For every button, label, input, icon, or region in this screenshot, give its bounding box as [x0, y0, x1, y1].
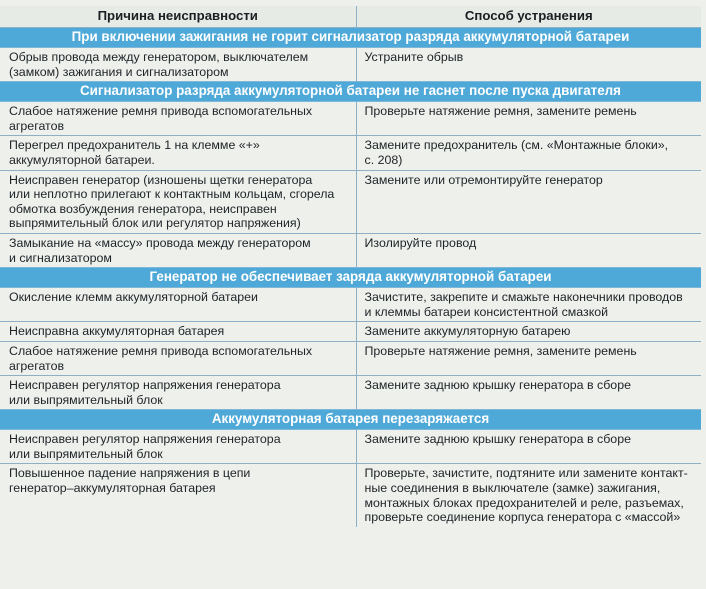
remedy-cell — [356, 376, 701, 410]
cause-cell — [0, 341, 356, 375]
remedy-cell — [356, 464, 701, 527]
remedy-cell — [356, 102, 701, 136]
cause-cell — [0, 464, 356, 527]
table-row — [0, 170, 701, 233]
cause-cell — [0, 170, 356, 233]
remedy-text-line: Замените заднюю крышку генератора в сборе — [364, 432, 631, 447]
remedy-text-line: Изолируйте провод — [364, 235, 477, 250]
cause-cell — [0, 48, 356, 82]
table-row — [0, 376, 701, 410]
remedy-text-line: Устраните обрыв — [364, 50, 464, 64]
cause-text-line: или выпрямительный блок — [9, 392, 163, 407]
remedy-cell — [356, 136, 701, 170]
remedy-text-line: ные соединения в выключателе (замке) зажигания, — [364, 481, 661, 496]
cause-text-line: Слабое натяжение ремня привода вспомогательных — [9, 343, 313, 358]
section-title: При включении зажигания не горит сигнализатор разряда аккумуляторной батареи — [0, 28, 701, 48]
cause-text-line: Обрыв провода между генератором, выключателем — [9, 50, 309, 64]
cause-cell — [0, 233, 356, 267]
table-row — [0, 464, 701, 527]
table-body — [0, 28, 701, 527]
remedy-cell — [356, 48, 701, 82]
remedy-cell — [356, 170, 701, 233]
cause-cell — [0, 430, 356, 464]
cause-text-line: или неплотно прилегают к контактным кольцам, сгорела — [9, 187, 335, 202]
remedy-cell — [356, 430, 701, 464]
section-title: Генератор не обеспечивает заряда аккумуляторной батареи — [0, 268, 701, 288]
cause-text-line: Неисправен генератор (изношены щетки генератора — [9, 172, 313, 187]
section-header-row — [0, 268, 701, 288]
cause-cell — [0, 288, 356, 322]
cause-cell — [0, 322, 356, 342]
cause-cell — [0, 102, 356, 136]
table-row — [0, 233, 701, 267]
table-row — [0, 341, 701, 375]
cause-text-line: или выпрямительный блок — [9, 446, 163, 461]
cause-cell — [0, 376, 356, 410]
remedy-text-line: Замените предохранитель (см. «Монтажные блоки», — [364, 138, 669, 153]
remedy-text-line: с. 208) — [364, 152, 403, 167]
table-row — [0, 48, 701, 82]
remedy-text-line: Зачистите, закрепите и смажьте наконечники проводов — [364, 290, 683, 305]
header-cause: Причина неисправности — [0, 6, 356, 28]
cause-text-line: выпрямительный блок или регулятор напряжения) — [9, 216, 301, 231]
remedy-cell — [356, 341, 701, 375]
remedy-text-line: Проверьте натяжение ремня, замените ремень — [364, 104, 637, 119]
cause-text-line: и сигнализатором — [9, 250, 112, 265]
cause-text-line: Слабое натяжение ремня привода вспомогательных — [9, 104, 313, 119]
cause-text-line: Повышенное падение напряжения в цепи — [9, 466, 251, 481]
section-header-row — [0, 82, 701, 102]
section-header-row — [0, 28, 701, 48]
remedy-text-line: Проверьте натяжение ремня, замените ремень — [364, 343, 637, 358]
cause-text-line: Окисление клемм аккумуляторной батареи — [9, 290, 258, 305]
remedy-cell — [356, 288, 701, 322]
table-row — [0, 288, 701, 322]
cause-text-line: Неисправен регулятор напряжения генератора — [9, 378, 281, 393]
remedy-text-line: Замените или отремонтируйте генератор — [364, 172, 603, 187]
remedy-text-line: и клеммы батареи консистентной смазкой — [364, 304, 609, 319]
cause-cell — [0, 136, 356, 170]
cause-text-line: (замком) зажигания и сигнализатором — [9, 64, 229, 79]
remedy-text-line: проверьте соединение корпуса генератора с «массой» — [364, 510, 681, 525]
remedy-cell — [356, 233, 701, 267]
cause-text-line: Перегрел предохранитель 1 на клемме «+» — [9, 138, 260, 153]
table-row — [0, 102, 701, 136]
table-row — [0, 322, 701, 342]
remedy-text-line: Замените заднюю крышку генератора в сборе — [364, 378, 631, 393]
table-row — [0, 430, 701, 464]
cause-text-line: агрегатов — [9, 358, 65, 373]
cause-text-line: аккумуляторной батареи. — [9, 152, 155, 167]
cause-text-line: обмотка возбуждения генератора, неисправен — [9, 201, 277, 216]
remedy-text-line: монтажных блоках предохранителей и реле, разъемах, — [364, 495, 684, 510]
section-title: Аккумуляторная батарея перезаряжается — [0, 410, 701, 430]
cause-text-line: генератор–аккумуляторная батарея — [9, 481, 216, 496]
cause-text-line: агрегатов — [9, 118, 65, 133]
cause-text-line: Замыкание на «массу» провода между генератором — [9, 235, 311, 250]
table-row — [0, 136, 701, 170]
table-header-row — [0, 6, 701, 28]
cause-text-line: Неисправна аккумуляторная батарея — [9, 324, 225, 339]
remedy-cell — [356, 322, 701, 342]
remedy-text-line: Замените аккумуляторную батарею — [364, 324, 571, 339]
cause-text-line: Неисправен регулятор напряжения генератора — [9, 432, 281, 447]
header-remedy: Способ устранения — [356, 6, 701, 28]
section-header-row — [0, 410, 701, 430]
remedy-text-line: Проверьте, зачистите, подтяните или замените контакт- — [364, 466, 688, 481]
troubleshooting-table — [0, 6, 701, 527]
section-title: Сигнализатор разряда аккумуляторной батареи не гаснет после пуска двигателя — [0, 82, 701, 102]
